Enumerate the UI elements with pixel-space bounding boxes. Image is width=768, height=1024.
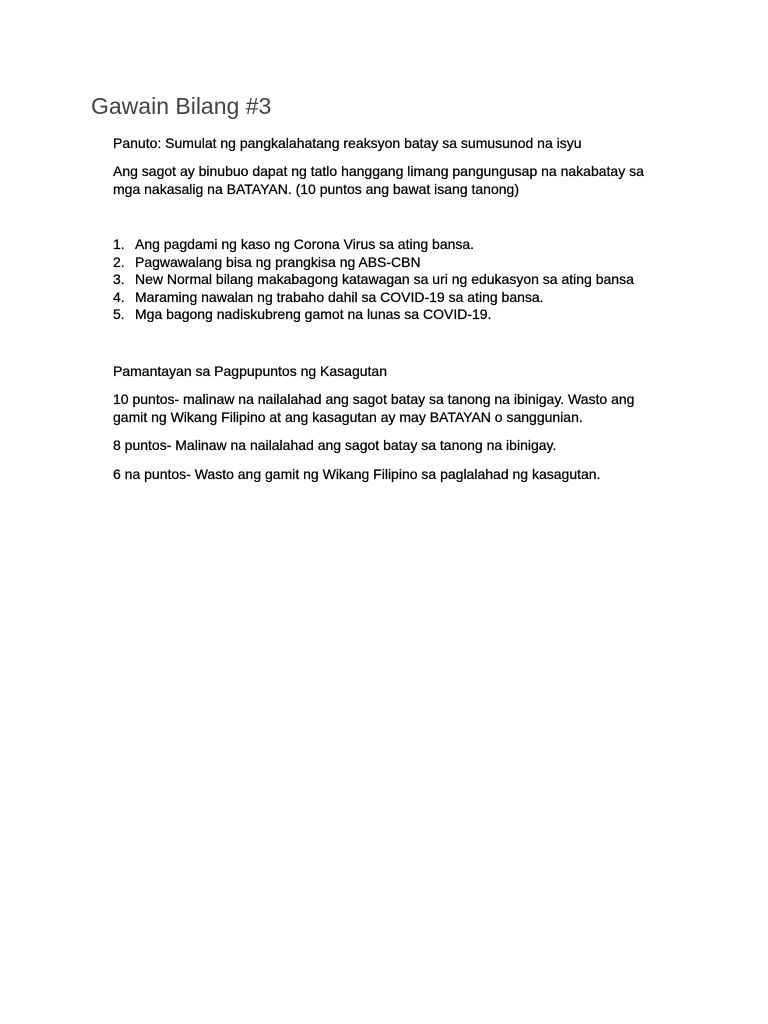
criteria-8-points: 8 puntos- Malinaw na nailalahad ang sagot batay sa tanong na ibinigay. bbox=[113, 437, 557, 453]
criteria-10-points bbox=[113, 390, 634, 426]
instruction-text: Panuto: Sumulat ng pangkalahatang reaksyon batay sa sumusunod na isyu bbox=[113, 135, 582, 151]
issue-text: Ang pagdami ng kaso ng Corona Virus sa ating bansa. bbox=[135, 236, 475, 252]
issue-item-2 bbox=[113, 254, 634, 272]
issue-item-5 bbox=[113, 306, 634, 324]
issue-number: 1. bbox=[113, 236, 125, 252]
issue-list bbox=[113, 236, 634, 324]
criteria-6-points: 6 na puntos- Wasto ang gamit ng Wikang Filipino sa paglalahad ng kasagutan. bbox=[113, 466, 601, 482]
issue-number: 5. bbox=[113, 306, 125, 323]
issue-number: 2. bbox=[113, 253, 125, 270]
issue-text: Maraming nawalan ng trabaho dahil sa COVID-19 sa ating bansa. bbox=[135, 288, 544, 305]
note-line-2: mga nakasalig na BATAYAN. (10 puntos ang bawat isang tanong) bbox=[113, 181, 519, 197]
issue-item-4 bbox=[113, 289, 634, 307]
issue-text: New Normal bilang makabagong katawagan sa uri ng edukasyon sa ating bansa bbox=[135, 271, 634, 288]
issue-item-1 bbox=[113, 236, 634, 254]
issue-text: Pagwawalang bisa ng prangkisa ng ABS-CBN bbox=[135, 253, 421, 270]
answer-requirement-note bbox=[113, 162, 644, 198]
document-title: Gawain Bilang #3 bbox=[91, 93, 272, 119]
issue-number: 4. bbox=[113, 288, 125, 305]
issue-item-3 bbox=[113, 271, 634, 289]
issue-text: Mga bagong nadiskubreng gamot na lunas sa COVID-19. bbox=[135, 306, 492, 323]
criteria-10-line-1: 10 puntos- malinaw na nailalahad ang sagot batay sa tanong na ibinigay. Wasto ang bbox=[113, 391, 635, 407]
issue-number: 3. bbox=[113, 271, 125, 288]
criteria-10-line-2: gamit ng Wikang Filipino at ang kasagutan ay may BATAYAN o sanggunian. bbox=[113, 409, 583, 425]
criteria-heading: Pamantayan sa Pagpupuntos ng Kasagutan bbox=[113, 363, 387, 379]
note-line-1: Ang sagot ay binubuo dapat ng tatlo hanggang limang pangungusap na nakabatay sa bbox=[113, 163, 644, 179]
